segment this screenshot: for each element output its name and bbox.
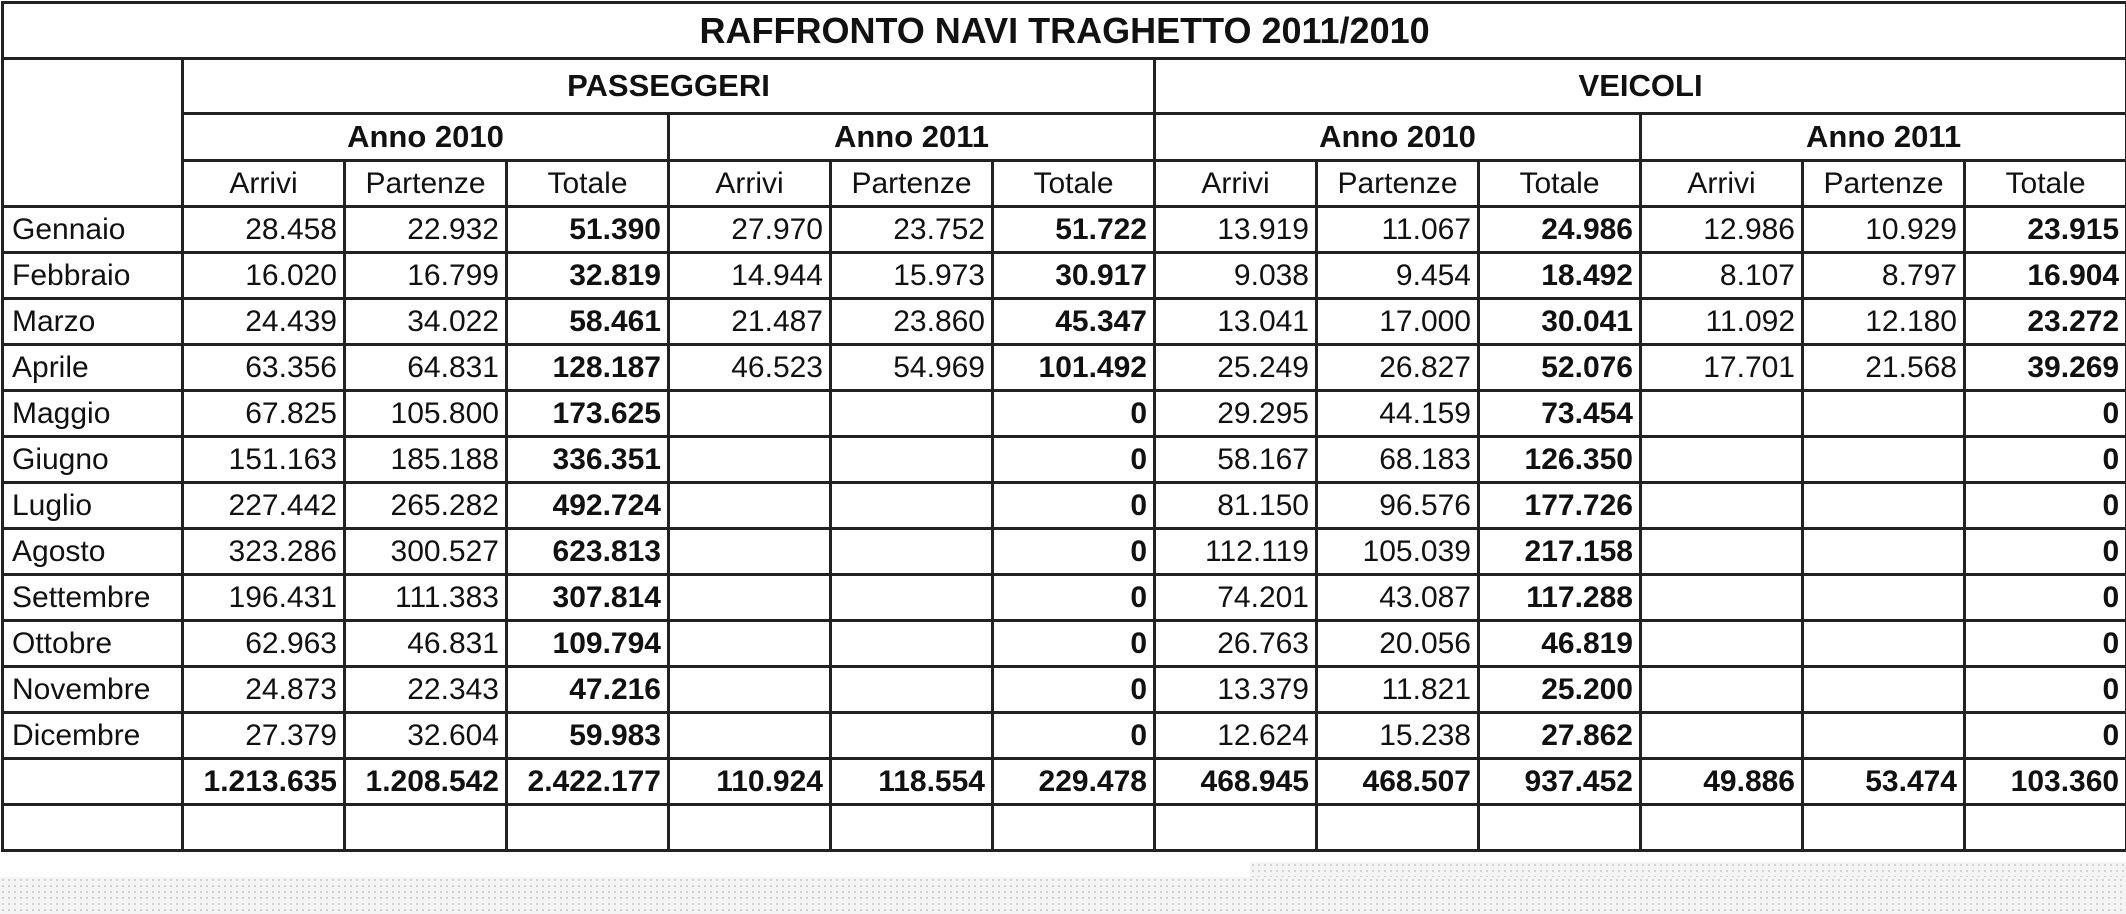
total-cell: 177.726: [1479, 483, 1641, 529]
departures-cell: 9.454: [1317, 253, 1479, 299]
ferry-comparison-table: [1, 1, 2126, 852]
total-cell: 217.158: [1479, 529, 1641, 575]
total-departures-cell: 53.474: [1803, 759, 1965, 805]
departures-cell: 64.831: [345, 345, 507, 391]
total-cell: 0: [993, 437, 1155, 483]
departures-cell: 54.969: [831, 345, 993, 391]
arrivals-cell: 67.825: [183, 391, 345, 437]
month-cell: Novembre: [3, 667, 183, 713]
group-vehicles: VEICOLI: [1155, 59, 2126, 114]
partial-cell: [1641, 805, 1803, 851]
table-row: [3, 391, 2126, 437]
total-cell: 0: [1965, 483, 2126, 529]
total-cell: 336.351: [507, 437, 669, 483]
partial-cell: [669, 805, 831, 851]
total-cell: 0: [993, 575, 1155, 621]
passengers-year-2010: Anno 2010: [183, 114, 669, 161]
partial-cell: [1965, 805, 2126, 851]
total-total-cell: 2.422.177: [507, 759, 669, 805]
partial-cell: [507, 805, 669, 851]
departures-cell: 105.039: [1317, 529, 1479, 575]
departures-cell: 300.527: [345, 529, 507, 575]
total-cell: 109.794: [507, 621, 669, 667]
total-cell: 0: [1965, 667, 2126, 713]
arrivals-cell: 13.041: [1155, 299, 1317, 345]
col-header-total: Totale: [1965, 161, 2126, 207]
col-header-total: Totale: [507, 161, 669, 207]
col-header-total: Totale: [993, 161, 1155, 207]
partial-cell: [1317, 805, 1479, 851]
total-cell: 0: [993, 529, 1155, 575]
total-cell: 30.917: [993, 253, 1155, 299]
arrivals-cell: 58.167: [1155, 437, 1317, 483]
departures-cell: 46.831: [345, 621, 507, 667]
total-cell: 16.904: [1965, 253, 2126, 299]
total-departures-cell: 118.554: [831, 759, 993, 805]
total-cell: 24.986: [1479, 207, 1641, 253]
col-header-arrivals: Arrivi: [183, 161, 345, 207]
total-cell: 0: [1965, 713, 2126, 759]
table-row: [3, 207, 2126, 253]
partial-cell: [1803, 805, 1965, 851]
arrivals-cell: 81.150: [1155, 483, 1317, 529]
departures-cell: 16.799: [345, 253, 507, 299]
faded-overlay: [1250, 862, 2126, 878]
arrivals-cell: [669, 575, 831, 621]
arrivals-cell: 24.439: [183, 299, 345, 345]
arrivals-cell: 112.119: [1155, 529, 1317, 575]
total-cell: 51.390: [507, 207, 669, 253]
departures-cell: 34.022: [345, 299, 507, 345]
total-cell: 39.269: [1965, 345, 2126, 391]
arrivals-cell: [1641, 391, 1803, 437]
departures-cell: 32.604: [345, 713, 507, 759]
partial-cell: [993, 805, 1155, 851]
total-cell: 23.272: [1965, 299, 2126, 345]
total-cell: 117.288: [1479, 575, 1641, 621]
total-total-cell: 937.452: [1479, 759, 1641, 805]
total-cell: 32.819: [507, 253, 669, 299]
arrivals-cell: 26.763: [1155, 621, 1317, 667]
total-cell: 45.347: [993, 299, 1155, 345]
total-total-cell: 103.360: [1965, 759, 2126, 805]
month-cell: Agosto: [3, 529, 183, 575]
departures-cell: 15.238: [1317, 713, 1479, 759]
table-row: [3, 713, 2126, 759]
arrivals-cell: 17.701: [1641, 345, 1803, 391]
arrivals-cell: 16.020: [183, 253, 345, 299]
total-cell: 173.625: [507, 391, 669, 437]
month-cell: Aprile: [3, 345, 183, 391]
departures-cell: 26.827: [1317, 345, 1479, 391]
total-cell: 51.722: [993, 207, 1155, 253]
total-cell: 52.076: [1479, 345, 1641, 391]
departures-cell: 96.576: [1317, 483, 1479, 529]
partial-row: [3, 805, 2126, 851]
departures-cell: 44.159: [1317, 391, 1479, 437]
total-cell: 128.187: [507, 345, 669, 391]
month-cell: Maggio: [3, 391, 183, 437]
arrivals-cell: [669, 437, 831, 483]
arrivals-cell: 11.092: [1641, 299, 1803, 345]
month-cell: Marzo: [3, 299, 183, 345]
total-cell: 0: [1965, 391, 2126, 437]
departures-cell: 10.929: [1803, 207, 1965, 253]
table-row: [3, 575, 2126, 621]
arrivals-cell: 8.107: [1641, 253, 1803, 299]
col-header-total: Totale: [1479, 161, 1641, 207]
col-header-departures: Partenze: [831, 161, 993, 207]
arrivals-cell: [669, 621, 831, 667]
departures-cell: [831, 437, 993, 483]
arrivals-cell: [1641, 575, 1803, 621]
departures-cell: 22.932: [345, 207, 507, 253]
departures-cell: [1803, 483, 1965, 529]
month-cell: Settembre: [3, 575, 183, 621]
vehicles-year-2010: Anno 2010: [1155, 114, 1641, 161]
col-header-arrivals: Arrivi: [669, 161, 831, 207]
arrivals-cell: 21.487: [669, 299, 831, 345]
arrivals-cell: 27.379: [183, 713, 345, 759]
total-cell: 30.041: [1479, 299, 1641, 345]
departures-cell: 8.797: [1803, 253, 1965, 299]
arrivals-cell: 62.963: [183, 621, 345, 667]
total-cell: 0: [1965, 621, 2126, 667]
total-cell: 18.492: [1479, 253, 1641, 299]
departures-cell: [831, 391, 993, 437]
departures-cell: 12.180: [1803, 299, 1965, 345]
total-total-cell: 229.478: [993, 759, 1155, 805]
totals-label-cell: [3, 759, 183, 805]
month-cell: Giugno: [3, 437, 183, 483]
totals-row: [3, 759, 2126, 805]
arrivals-cell: 25.249: [1155, 345, 1317, 391]
arrivals-cell: 24.873: [183, 667, 345, 713]
col-header-departures: Partenze: [345, 161, 507, 207]
departures-cell: 23.752: [831, 207, 993, 253]
arrivals-cell: [1641, 621, 1803, 667]
departures-cell: [831, 713, 993, 759]
total-cell: 0: [993, 483, 1155, 529]
table-row: [3, 253, 2126, 299]
departures-cell: 265.282: [345, 483, 507, 529]
table-row: [3, 529, 2126, 575]
table-row: [3, 437, 2126, 483]
departures-cell: [831, 667, 993, 713]
arrivals-cell: 29.295: [1155, 391, 1317, 437]
arrivals-cell: 12.986: [1641, 207, 1803, 253]
departures-cell: [831, 621, 993, 667]
departures-cell: 11.821: [1317, 667, 1479, 713]
total-cell: 47.216: [507, 667, 669, 713]
partial-cell: [3, 805, 183, 851]
arrivals-cell: [1641, 483, 1803, 529]
partial-cell: [183, 805, 345, 851]
total-cell: 73.454: [1479, 391, 1641, 437]
departures-cell: 17.000: [1317, 299, 1479, 345]
partial-cell: [345, 805, 507, 851]
vehicles-year-2011: Anno 2011: [1641, 114, 2126, 161]
col-header-arrivals: Arrivi: [1641, 161, 1803, 207]
arrivals-cell: 28.458: [183, 207, 345, 253]
partial-cell: [831, 805, 993, 851]
departures-cell: [831, 529, 993, 575]
month-cell: Ottobre: [3, 621, 183, 667]
arrivals-cell: 9.038: [1155, 253, 1317, 299]
arrivals-cell: [1641, 437, 1803, 483]
total-cell: 46.819: [1479, 621, 1641, 667]
total-cell: 58.461: [507, 299, 669, 345]
total-cell: 0: [993, 713, 1155, 759]
departures-cell: 20.056: [1317, 621, 1479, 667]
total-cell: 101.492: [993, 345, 1155, 391]
arrivals-cell: 196.431: [183, 575, 345, 621]
passengers-year-2011: Anno 2011: [669, 114, 1155, 161]
table-row: [3, 667, 2126, 713]
arrivals-cell: [669, 667, 831, 713]
departures-cell: [831, 483, 993, 529]
arrivals-cell: 13.919: [1155, 207, 1317, 253]
total-cell: 623.813: [507, 529, 669, 575]
departures-cell: 111.383: [345, 575, 507, 621]
arrivals-cell: [1641, 713, 1803, 759]
departures-cell: 43.087: [1317, 575, 1479, 621]
arrivals-cell: 46.523: [669, 345, 831, 391]
total-cell: 126.350: [1479, 437, 1641, 483]
table-row: [3, 345, 2126, 391]
departures-cell: 22.343: [345, 667, 507, 713]
partial-cell: [1155, 805, 1317, 851]
month-cell: Luglio: [3, 483, 183, 529]
total-arrivals-cell: 468.945: [1155, 759, 1317, 805]
arrivals-cell: [1641, 529, 1803, 575]
departures-cell: [1803, 437, 1965, 483]
table-row: [3, 299, 2126, 345]
arrivals-cell: 13.379: [1155, 667, 1317, 713]
departures-cell: [1803, 575, 1965, 621]
departures-cell: [1803, 621, 1965, 667]
table-row: [3, 483, 2126, 529]
total-cell: 27.862: [1479, 713, 1641, 759]
arrivals-cell: 12.624: [1155, 713, 1317, 759]
arrivals-cell: [669, 529, 831, 575]
departures-cell: 21.568: [1803, 345, 1965, 391]
departures-cell: 185.188: [345, 437, 507, 483]
total-arrivals-cell: 110.924: [669, 759, 831, 805]
total-cell: 23.915: [1965, 207, 2126, 253]
faded-overlay: [0, 877, 2126, 914]
arrivals-cell: 74.201: [1155, 575, 1317, 621]
table-row: [3, 621, 2126, 667]
month-cell: Dicembre: [3, 713, 183, 759]
total-cell: 307.814: [507, 575, 669, 621]
departures-cell: 23.860: [831, 299, 993, 345]
month-cell: Febbraio: [3, 253, 183, 299]
title-row: [3, 3, 2126, 59]
departures-cell: [1803, 391, 1965, 437]
col-header-arrivals: Arrivi: [1155, 161, 1317, 207]
total-cell: 0: [1965, 437, 2126, 483]
total-cell: 59.983: [507, 713, 669, 759]
total-departures-cell: 1.208.542: [345, 759, 507, 805]
arrivals-cell: [1641, 667, 1803, 713]
arrivals-cell: 151.163: [183, 437, 345, 483]
total-arrivals-cell: 49.886: [1641, 759, 1803, 805]
arrivals-cell: 227.442: [183, 483, 345, 529]
group-header-row: [3, 59, 2126, 114]
departures-cell: 11.067: [1317, 207, 1479, 253]
total-cell: 0: [993, 391, 1155, 437]
departures-cell: 15.973: [831, 253, 993, 299]
arrivals-cell: 323.286: [183, 529, 345, 575]
arrivals-cell: [669, 483, 831, 529]
column-header-row: [3, 161, 2126, 207]
departures-cell: [1803, 667, 1965, 713]
departures-cell: [1803, 529, 1965, 575]
total-cell: 25.200: [1479, 667, 1641, 713]
total-cell: 492.724: [507, 483, 669, 529]
col-header-departures: Partenze: [1317, 161, 1479, 207]
departures-cell: 68.183: [1317, 437, 1479, 483]
partial-cell: [1479, 805, 1641, 851]
col-header-departures: Partenze: [1803, 161, 1965, 207]
total-cell: 0: [1965, 575, 2126, 621]
departures-cell: [831, 575, 993, 621]
departures-cell: [1803, 713, 1965, 759]
arrivals-cell: 14.944: [669, 253, 831, 299]
arrivals-cell: [669, 713, 831, 759]
arrivals-cell: [669, 391, 831, 437]
arrivals-cell: 63.356: [183, 345, 345, 391]
group-passengers: PASSEGGERI: [183, 59, 1155, 114]
month-cell: Gennaio: [3, 207, 183, 253]
total-arrivals-cell: 1.213.635: [183, 759, 345, 805]
departures-cell: 105.800: [345, 391, 507, 437]
total-cell: 0: [993, 667, 1155, 713]
arrivals-cell: 27.970: [669, 207, 831, 253]
total-departures-cell: 468.507: [1317, 759, 1479, 805]
total-cell: 0: [1965, 529, 2126, 575]
table-title: RAFFRONTO NAVI TRAGHETTO 2011/2010: [3, 3, 2126, 59]
year-header-row: [3, 114, 2126, 161]
total-cell: 0: [993, 621, 1155, 667]
corner-cell: [3, 59, 183, 207]
